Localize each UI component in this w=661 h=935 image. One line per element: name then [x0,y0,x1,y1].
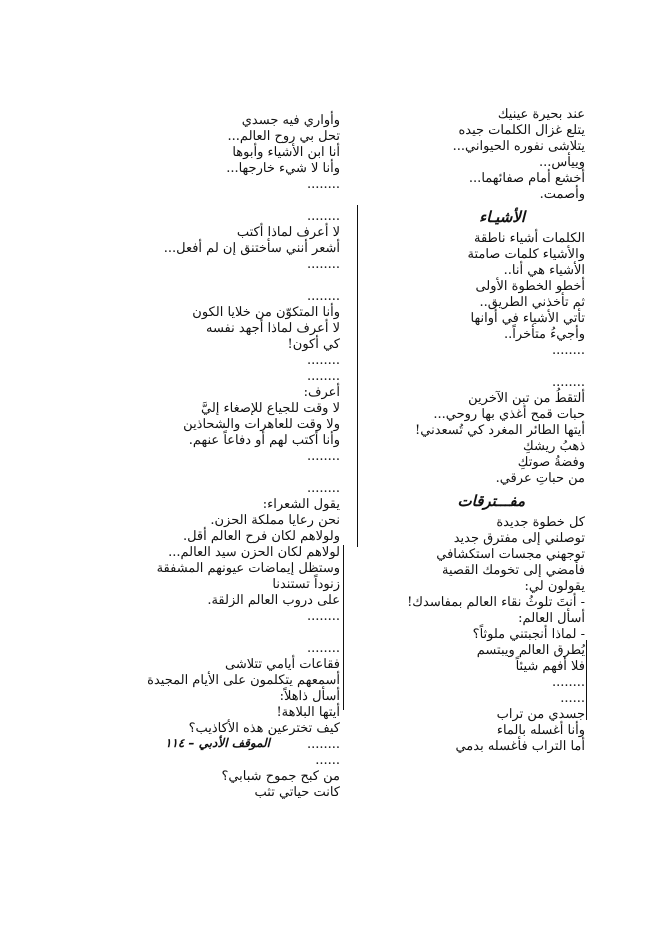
poem-line: أخشع أمام صفائهما... [468,171,585,186]
poem-line: أنا ابن الأشياء وأبوها [232,145,340,160]
poem-line: لا أعرف لماذا أكتب [236,225,340,240]
poem-line: فأمضي إلى تخومك القصية [441,563,585,578]
poem-line: أخطو الخطوة الأولى [475,279,585,294]
poem-line: جسدي من تراب [496,707,585,722]
poem-line: ........ [306,737,340,752]
poem-line: لا وقت للجياع للإصغاء إليَّ [200,401,340,416]
poem-line: توجهني مجسات استكشافي [436,547,585,562]
poem-line: كيف تخترعين هذه الأكاذيب؟ [188,721,340,736]
poem-line: وستظل إيماضات عيونهم المشفقة [156,561,340,576]
page-footer: الموقف الأدبي – ١١٤ [164,736,270,750]
stanza [378,231,585,359]
poem-line: يتلع غزال الكلمات جيده [458,123,585,138]
poem-line: ........ [306,481,340,496]
poem-line: يُطرق العالم ويبتسم [476,643,585,658]
poem-line: ........ [306,641,340,656]
poem-line: وأجيءُ متأخراً.. [504,327,585,342]
poem-line: الأشياء هي أنا.. [503,263,585,278]
poem-line: وأواري فيه جسدي [241,113,340,128]
poem-line: وأنا أغسله بالماء [496,723,585,738]
poem-line: تأتي الأشياء في أوانها [470,311,585,326]
stanza [130,481,340,625]
poem-line: من كبح جموح شبابي؟ [221,769,340,784]
poem-line: ...... [560,691,585,706]
stanza [130,113,340,193]
spacer [130,625,340,641]
poem-line: ........ [306,289,340,304]
poem-line: وأصمت. [539,187,585,202]
poem-line: يقول الشعراء: [262,497,340,512]
poem-line: كانت حياتي تثب [254,785,340,800]
stanza [378,375,585,487]
poem-line: وأنا أكتب لهم أو دفاعاً عنهم. [188,433,340,448]
poem-line: أسأل العالم: [518,611,585,626]
poem-line: توصلني إلى مفترق جديد [453,531,585,546]
poem-line: فقاعات أيامي تتلاشى [225,657,340,672]
poem-line: كي أكون! [287,337,340,352]
poem-line: لا أعرف لماذا أجهد نفسه [205,321,340,336]
poem-line: حبات قمح أغذي بها روحي... [433,407,585,422]
spacer [130,193,340,209]
poem-line: ........ [306,353,340,368]
poem-line: ...... [315,753,340,768]
poem-line: أعرف: [303,385,340,400]
stanza-marker-rule [586,640,587,720]
poem-line: ثم تأخذني الطريق.. [479,295,585,310]
poem-line: وأنا لا شيء خارجها... [226,161,340,176]
poem-line: أسأل ذاهلاً: [279,689,340,704]
poem-line: أيتها البلاهة! [276,705,340,720]
stanza [130,753,340,801]
poem-line: وييأس... [538,155,585,170]
poem-line: ألتقطُ من تبن الآخرين [468,391,585,406]
spacer [130,273,340,289]
poem-line: - لماذا أنجبتني ملوثاً؟ [472,627,585,642]
poem-line: ........ [306,609,340,624]
poem-line: أسمعهم يتكلمون على الأيام المجيدة [147,673,340,688]
poem-line: ........ [306,369,340,384]
poem-line: فلا أفهم شيئاً [515,659,585,674]
poem-line: ولا وقت للعاهرات والشحاذين [183,417,340,432]
right-column [378,107,585,755]
poem-line: لولاهم لكان الحزن سيد العالم... [168,545,340,560]
column-divider-top [357,205,358,547]
spacer [378,359,585,375]
poem-line: زنوداً تستندنا [272,577,340,592]
poem-line: ........ [551,343,585,358]
poem-line: أما التراب فأغسله بدمي [455,739,585,754]
section-heading-muftaraqat: مفـــترقات [457,492,525,510]
poem-line: كل خطوة جديدة [496,515,585,530]
poem-line: ........ [306,257,340,272]
poem-line: ........ [306,449,340,464]
poem-line: والأشياء كلمات صامتة [467,247,585,262]
poem-line: ........ [551,375,585,390]
stanza [378,107,585,203]
poem-line: ولولاهم لكان فرح العالم أقل. [182,529,340,544]
poem-line: ........ [551,675,585,690]
poem-line: ........ [306,209,340,224]
left-column [130,113,340,801]
column-divider-bottom [343,545,344,710]
stanza [130,209,340,273]
poem-line: يتلاشى نفوره الحيواني... [452,139,585,154]
poem-line: وأنا المتكوّن من خلايا الكون [192,305,340,320]
poem-line: أشعر أنني سأختنق إن لم أفعل... [163,241,340,256]
stanza [378,691,585,755]
poem-line: - أنتَ تلوثُ نقاء العالم بمفاسدك! [407,595,585,610]
poem-line: تحل بي روح العالم... [227,129,340,144]
stanza [378,515,585,691]
stanza [130,289,340,369]
section-heading-ashyaa: الأشيـاء [479,208,525,226]
poem-line: نحن رعايا مملكة الحزن. [210,513,340,528]
poem-line: ذهبُ ريشكِ [523,439,585,454]
spacer [130,465,340,481]
poem-line: عند بحيرة عينيك [497,107,585,122]
poem-line: على دروب العالم الزلقة. [207,593,340,608]
poem-line: ........ [306,177,340,192]
poem-line: أيتها الطائر المغرد كي تُسعدني! [415,423,585,438]
poem-line: الكلمات أشياء ناطقة [473,231,585,246]
poem-line: من حباتِ عرقي. [495,471,585,486]
poem-line: وفضةُ صوتكِ [517,455,585,470]
poem-line: يقولون لي: [524,579,585,594]
stanza [130,369,340,465]
